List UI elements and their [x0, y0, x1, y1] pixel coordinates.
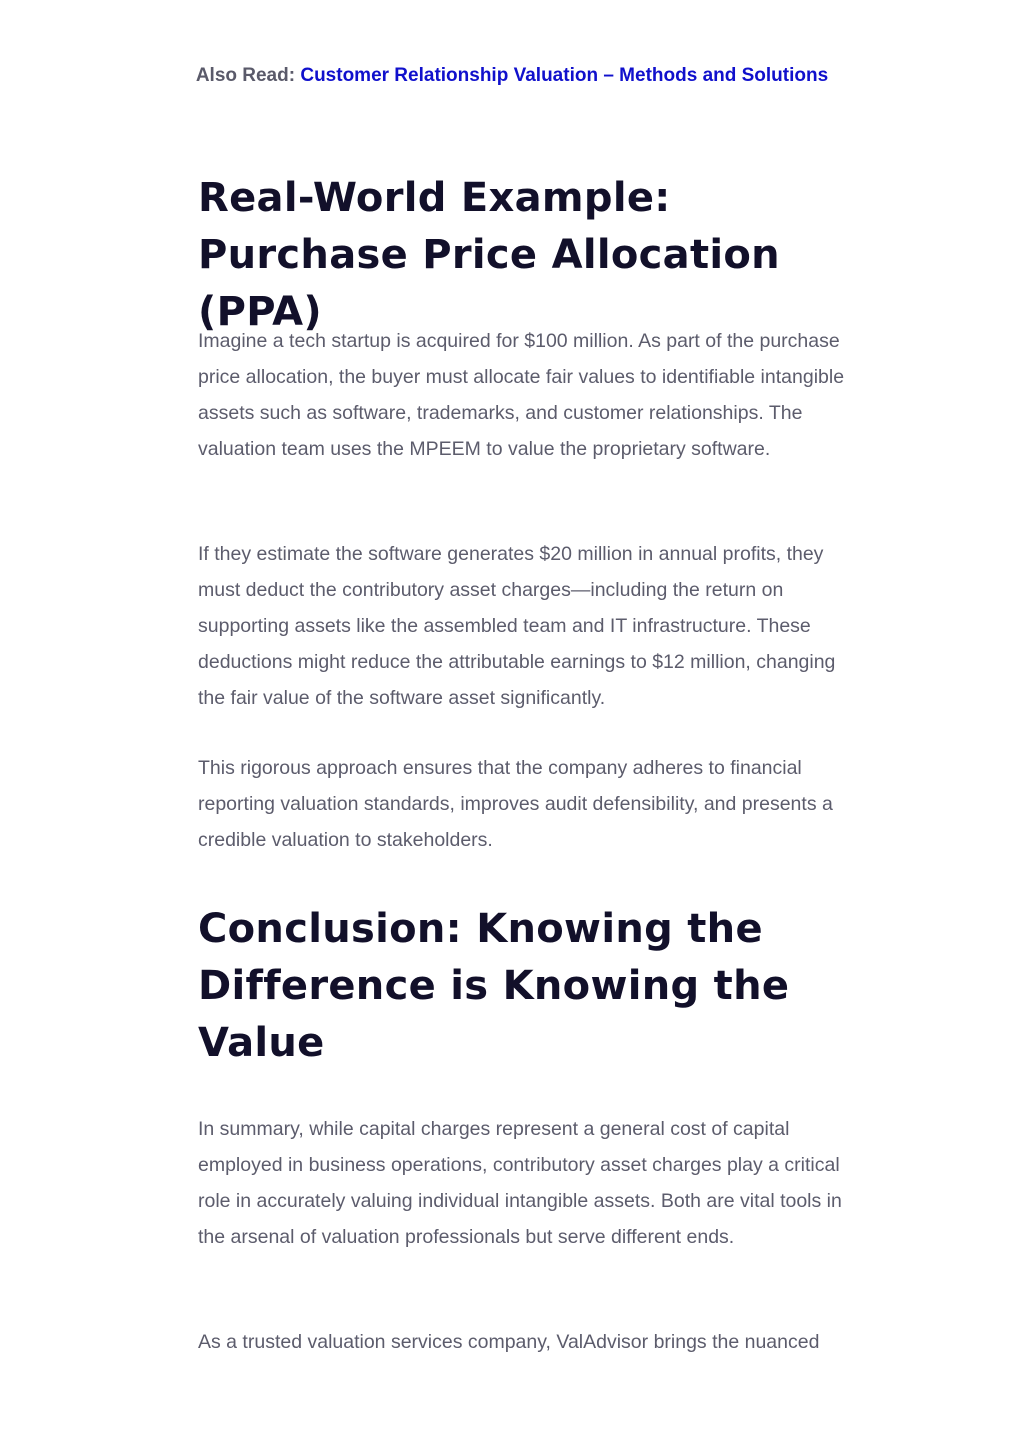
paragraph-conclusion-valadvisor: As a trusted valuation services company, ValAdvisor brings the nuanced [198, 1331, 820, 1353]
section-heading-ppa: Real-World Example: Purchase Price Allocation (PPA) [198, 175, 780, 335]
also-read-callout [150, 58, 874, 94]
paragraph-conclusion-summary: In summary, while capital charges represent a general cost of capital employed in business operations, contributory asset charges play a critical role in accurately valuing individual intangible assets. Both are vital tools in the arsenal of valuation professionals but serve different ends. [198, 1118, 842, 1248]
paragraph-ppa-deductions: If they estimate the software generates $20 million in annual profits, they must deduct the contributory asset charges—including the return on supporting assets like the assembled team and IT infrastructure. These deductions might reduce the attributable earnings to $12 million, changing the fair value of the software asset significantly. [198, 543, 836, 709]
section-heading-conclusion: Conclusion: Knowing the Difference is Knowing the Value [198, 906, 790, 1066]
paragraph-ppa-intro: Imagine a tech startup is acquired for $100 million. As part of the purchase price allocation, the buyer must allocate fair values to identifiable intangible assets such as software, trademarks, and customer relationships. The valuation team uses the MPEEM to value the proprietary software. [198, 330, 845, 460]
paragraph-ppa-approach: This rigorous approach ensures that the company adheres to financial reporting valuation standards, improves audit defensibility, and presents a credible valuation to stakeholders. [198, 757, 833, 851]
also-read-prefix: Also Read: [195, 65, 296, 86]
also-read-link[interactable]: Customer Relationship Valuation – Methods and Solutions [300, 65, 829, 86]
